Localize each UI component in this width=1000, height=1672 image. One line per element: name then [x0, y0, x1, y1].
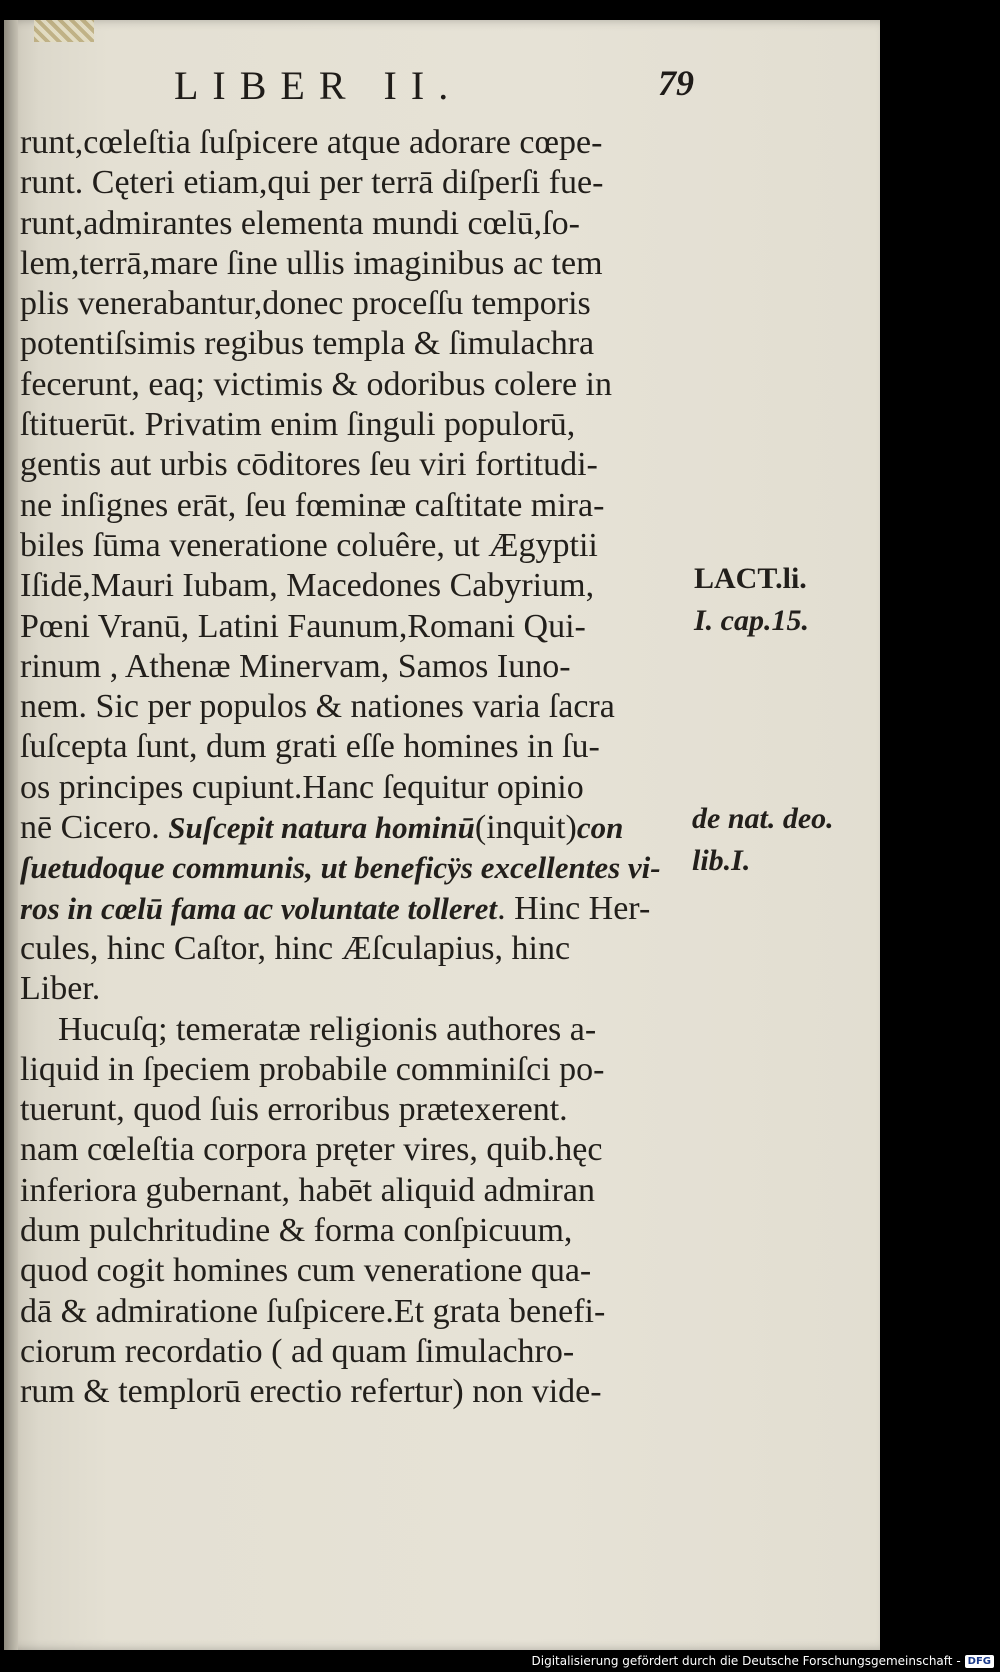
text-line: liquid in ſpeciem probabile comminiſci po-: [20, 1050, 605, 1088]
text-line: Pœni Vranū, Latini Faunum,Romani Qui-: [20, 607, 586, 645]
text-line: nem. Sic per populos & nationes varia ſacra: [20, 688, 615, 726]
text-line: Iſidē,Mauri Iubam, Macedones Cabyrium,: [20, 567, 595, 605]
text-line: inferiora gubernant, habēt aliquid admiran: [20, 1171, 595, 1209]
text-line: plis venerabantur,donec proceſſu temporis: [20, 285, 591, 323]
dfg-logo-badge: DFG: [965, 1655, 994, 1668]
text-line: runt,admirantes elementa mundi cœlū,ſo-: [20, 204, 580, 242]
quote-line: ſuetudoque communis, ut beneficÿs excellentes vi-: [20, 850, 661, 886]
text-line: biles ſūma veneratione coluêre, ut Ægyptii: [20, 526, 598, 564]
credit-text: Digitalisierung gefördert durch die Deutsche Forschungsgemeinschaft -: [531, 1654, 961, 1668]
page-number: 79: [658, 63, 694, 103]
text-line: ciorum recordatio ( ad quam ſimulachro-: [20, 1332, 575, 1370]
text-line: ſuſcepta ſunt, dum grati eſſe homines in ſu-: [20, 728, 600, 766]
page-header: [174, 62, 694, 112]
text-line-with-quote: [20, 889, 680, 929]
main-text-block: [20, 123, 680, 1413]
book-page: [4, 20, 880, 1650]
text-line: tuerunt, quod ſuis erroribus prætexerent.: [20, 1091, 568, 1129]
text-line-with-quote: [20, 808, 680, 848]
text-line: dum pulchritudine & forma conſpicuum,: [20, 1212, 573, 1250]
text-line: runt,cœleſtia ſuſpicere atque adorare cœpe-: [20, 124, 603, 161]
text-line: Liber.: [20, 970, 101, 1008]
text-line: potentiſsimis regibus templa & ſimulachra: [20, 325, 595, 363]
text-line: fecerunt, eaq; victimis & odoribus colere in: [20, 365, 612, 403]
quote-aside: (inquit): [474, 809, 577, 847]
digitization-credit: [532, 1654, 995, 1668]
running-head: LIBER II.: [174, 63, 463, 108]
quote-lead-in: nē Cicero.: [20, 809, 160, 847]
marginal-note-lactantius: [694, 558, 809, 642]
paragraph-first-line: Hucuſq; temeratæ religionis authores a-: [58, 1010, 597, 1048]
marginal-line: LACT.li.: [694, 562, 807, 595]
marginal-note-cicero: [692, 798, 834, 882]
text-line: cules, hinc Caſtor, hinc Æſculapius, hinc: [20, 929, 571, 967]
text-line: rinum , Athenæ Minervam, Samos Iuno-: [20, 647, 571, 685]
marginal-line: lib.I.: [692, 844, 751, 877]
text-line: ſtituerūt. Privatim enim ſinguli populorū,: [20, 406, 576, 444]
quote-close: . Hinc Her-: [497, 889, 651, 927]
page-gutter-shadow: [4, 20, 18, 1650]
text-line: gentis aut urbis cōditores ſeu viri fortitudi-: [20, 446, 598, 484]
text-line: lem,terrā,mare ſine ullis imaginibus ac tem: [20, 244, 603, 282]
marginal-line: de nat. deo.: [692, 802, 834, 835]
quote-italic: con: [576, 810, 624, 846]
bookmark-ribbon: [34, 20, 94, 42]
text-line: dā & admiratione ſuſpicere.Et grata benefi-: [20, 1292, 606, 1330]
text-line: rum & templorū erectio refertur) non vide-: [20, 1373, 602, 1411]
quote-italic: Suſcepit natura hominū: [168, 810, 475, 846]
text-line: runt. Cęteri etiam,qui per terrā diſperſi fue-: [20, 164, 604, 202]
text-line: os principes cupiunt.Hanc ſequitur opinio: [20, 768, 584, 806]
text-line: ne inſignes erāt, ſeu fœminæ caſtitate mira-: [20, 486, 605, 524]
marginal-line: I. cap.15.: [694, 604, 809, 637]
text-line: nam cœleſtia corpora pręter vires, quib.hęc: [20, 1131, 603, 1169]
quote-italic: ros in cœlū fama ac voluntate tolleret: [20, 890, 498, 926]
text-line: quod cogit homines cum veneratione qua-: [20, 1252, 592, 1290]
